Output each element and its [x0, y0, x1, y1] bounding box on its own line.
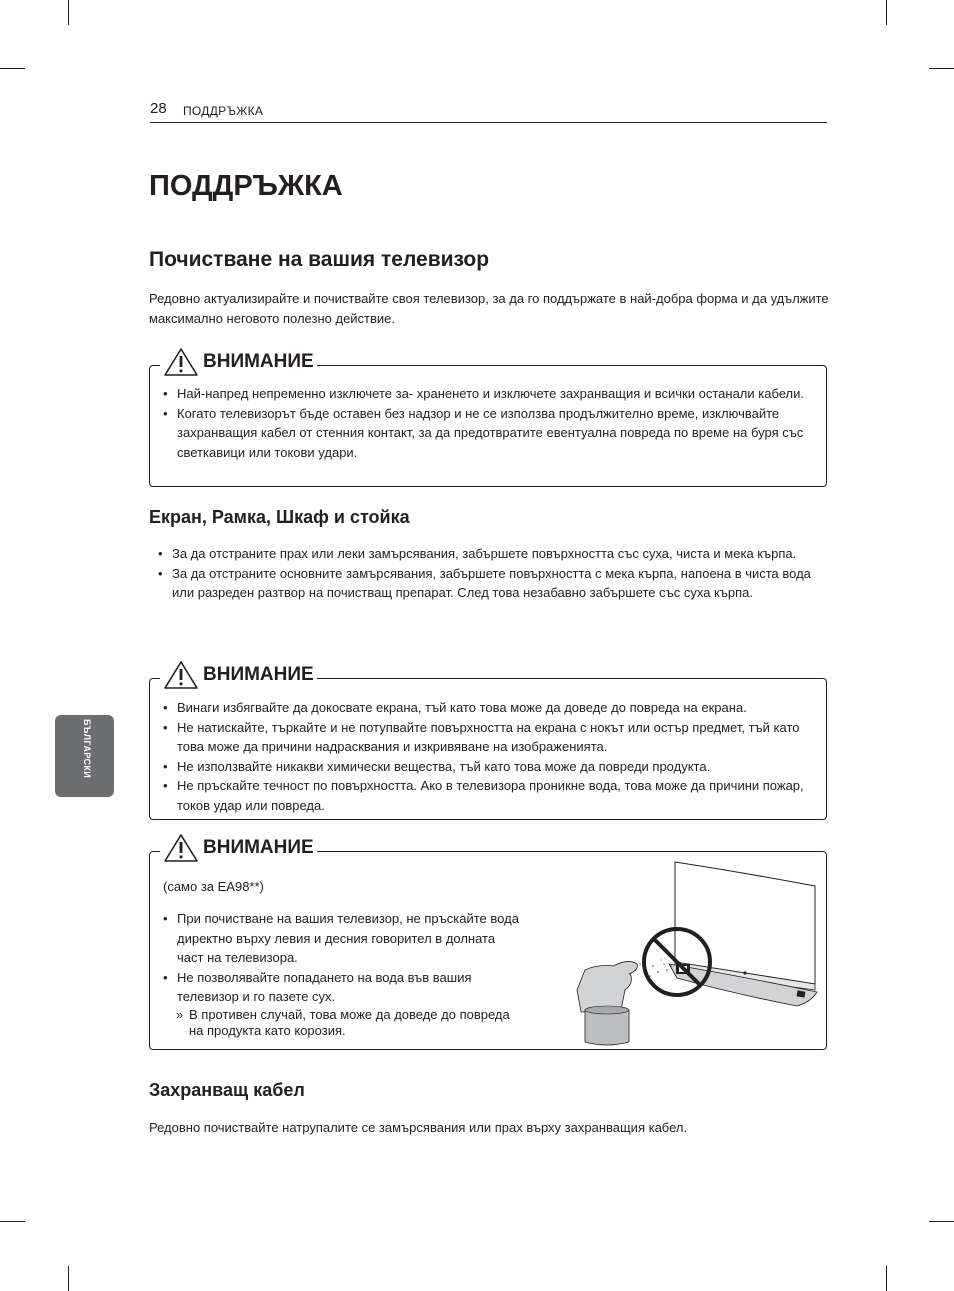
- model-note: (само за EA98**): [163, 879, 264, 894]
- cleaning-intro: Редовно актуализирайте и почиствайте своя телевизор, за да го поддържате в най-добра форма и да удължите максимално неговото полезно действие.: [149, 291, 829, 326]
- warning-triangle-icon: [163, 660, 199, 690]
- language-side-tab: [55, 715, 114, 797]
- caution-header: [160, 660, 317, 690]
- caution-title: ВНИМАНИЕ: [203, 351, 314, 372]
- language-label: БЪЛГАРСКИ: [82, 719, 92, 779]
- caution-list: [163, 909, 523, 1007]
- sub-note: [163, 1007, 519, 1039]
- warning-triangle-icon: [163, 833, 199, 863]
- running-header: [150, 100, 827, 123]
- list-item: • Не използвайте никакви химически вещества, тъй като това може да повреди продукта.: [163, 757, 823, 777]
- header-section: ПОДДРЪЖКА: [183, 104, 264, 118]
- caution-title: ВНИМАНИЕ: [203, 664, 314, 685]
- sub-glyph: »: [176, 1007, 184, 1022]
- list-item: • Не позволявайте попадането на вода във вашия телевизор и го пазете сух.: [163, 968, 523, 1007]
- crop-mark: [929, 1221, 954, 1222]
- sub-note-text: В противен случай, това може да доведе до повреда на продукта като корозия.: [189, 1007, 510, 1038]
- page-number: 28: [150, 100, 167, 117]
- caution-list: [163, 698, 823, 815]
- caution-box: [149, 351, 827, 487]
- list-item: • За да отстраните основните замърсявания, забършете повърхността с мека кърпа, напоена в чиста вода или разреден разтвор на почистващ препарат. След това незабавно забършете със суха кърпа.: [158, 564, 818, 603]
- power-cable-text: Редовно почиствайте натрупалите се замърсявания или прах върху захранващия кабел.: [149, 1120, 688, 1135]
- caution-list: [163, 384, 813, 462]
- caution-box: [149, 837, 827, 1050]
- list-item: • Не пръскайте течност по повърхността. Ако в телевизора проникне вода, това може да причини пожар, токов удар или повреда.: [163, 776, 823, 815]
- list-item: • Когато телевизорът бъде оставен без надзор и не се използва продължително време, изключвайте захранващия кабел от стенния контакт, за да предотвратите евентуална повреда по време на буря със светкавици или токови удари.: [163, 404, 813, 463]
- crop-mark: [0, 68, 25, 69]
- cleaning-heading: Почистване на вашия телевизор: [149, 248, 490, 271]
- caution-header: [160, 347, 317, 377]
- crop-mark: [886, 0, 887, 25]
- list-item: • Най-напред непременно изключете за- храненето и изключете захранващия и всички останали кабели.: [163, 384, 813, 404]
- page-title: ПОДДРЪЖКА: [149, 170, 343, 202]
- list-item: • За да отстраните прах или леки замърсявания, забършете повърхността със суха, чиста и мека кърпа.: [158, 544, 818, 564]
- list-item: • При почистване на вашия телевизор, не пръскайте вода директно върху левия и десния говорител в долната част на телевизора.: [163, 909, 523, 968]
- caution-box: [149, 664, 827, 820]
- screen-cleaning-list: [158, 544, 818, 603]
- caution-title: ВНИМАНИЕ: [203, 837, 314, 858]
- list-item: • Винаги избягвайте да докосвате екрана, тъй като това може да доведе до повреда на екрана.: [163, 698, 823, 718]
- crop-mark: [68, 1266, 69, 1291]
- list-item: • Не натискайте, търкайте и не потупвайте повърхността на екрана с нокът или остър предмет, тъй като това може да причини надрасквания и изкривяване на изображенията.: [163, 718, 823, 757]
- screen-section-heading: Екран, Рамка, Шкаф и стойка: [149, 507, 410, 527]
- tv-spray-illustration: [565, 860, 823, 1046]
- caution-header: [160, 833, 317, 863]
- crop-mark: [68, 0, 69, 25]
- crop-mark: [929, 68, 954, 69]
- crop-mark: [0, 1221, 25, 1222]
- crop-mark: [886, 1266, 887, 1291]
- warning-triangle-icon: [163, 347, 199, 377]
- power-cable-heading: Захранващ кабел: [149, 1080, 305, 1100]
